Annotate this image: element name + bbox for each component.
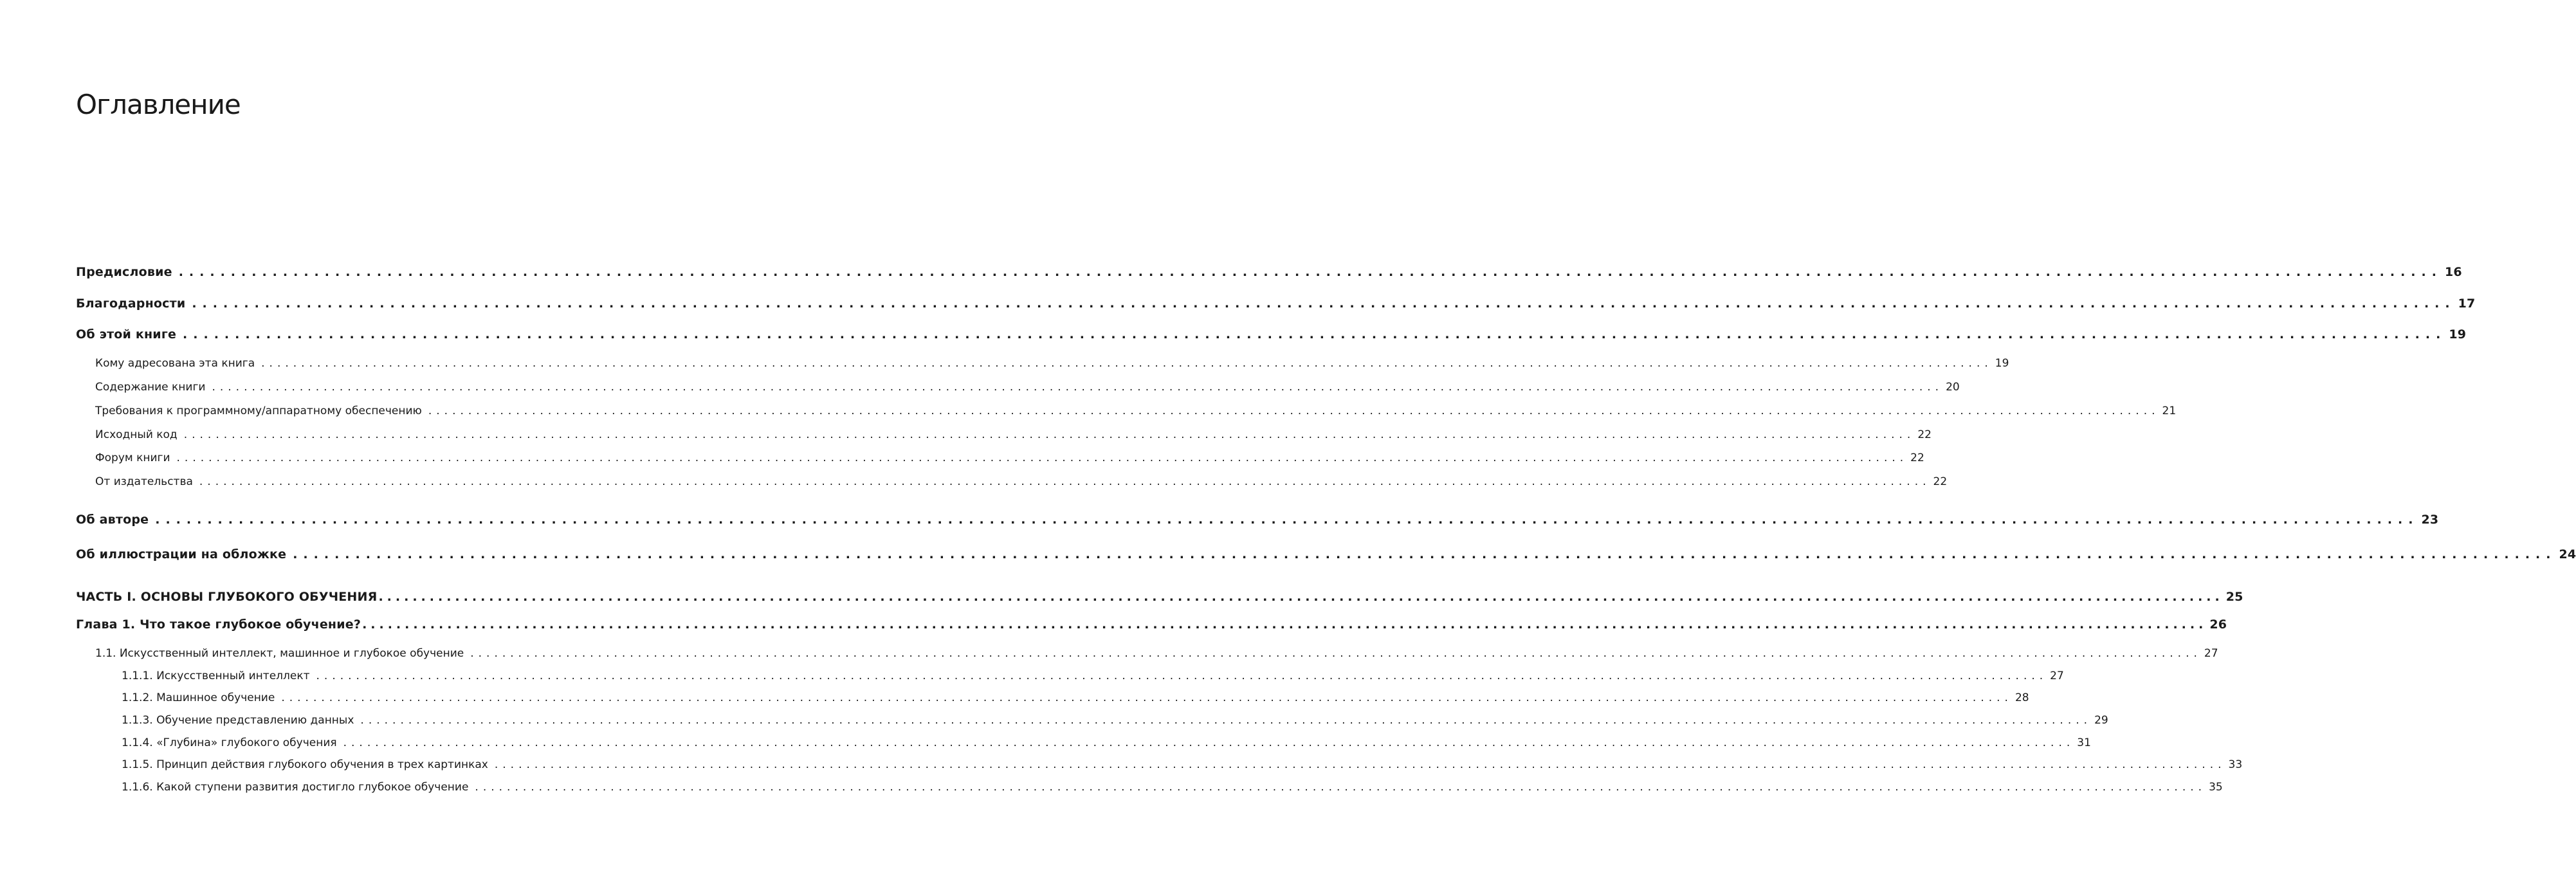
toc-page-number: 24 bbox=[2559, 547, 2576, 561]
toc-entry-title: Об этой книге bbox=[76, 327, 177, 342]
toc-leader-dots: ......................................................................................................................................................................................................................... bbox=[470, 647, 2202, 660]
toc-leader-dots: ......................................................................................................................................................................................................................... bbox=[178, 265, 2442, 279]
toc-entry-source-code[interactable] bbox=[95, 428, 1932, 441]
toc-entry-about-book[interactable] bbox=[76, 327, 2467, 342]
toc-entry-contents[interactable] bbox=[95, 381, 1960, 394]
toc-entry-publisher[interactable] bbox=[95, 475, 1948, 488]
toc-entry-title: Форум книги bbox=[95, 452, 170, 464]
toc-leader-dots: ......................................................................................................................................................................................................................... bbox=[475, 781, 2207, 794]
toc-page-number: 31 bbox=[2077, 736, 2091, 749]
toc-entry-title: Исходный код bbox=[95, 428, 178, 441]
toc-leader-dots: ......................................................................................................................................................................................................................... bbox=[281, 691, 2013, 704]
toc-page-number: 20 bbox=[1946, 381, 1960, 394]
toc-entry-section-1-1[interactable] bbox=[95, 647, 2218, 660]
toc-entry-title: 1.1.2. Машинное обучение bbox=[122, 691, 275, 704]
toc-page-number: 22 bbox=[1933, 475, 1948, 488]
toc-leader-dots: ......................................................................................................................................................................................................................... bbox=[378, 590, 2224, 604]
toc-entry-title: Требования к программному/аппаратному обеспечению bbox=[95, 405, 422, 417]
toc-leader-dots: ......................................................................................................................................................................................................................... bbox=[362, 617, 2207, 632]
toc-entry-title: Об иллюстрации на обложке bbox=[76, 547, 287, 561]
toc-entry-cover[interactable] bbox=[76, 547, 2576, 561]
toc-entry-title: 1.1. Искусственный интеллект, машинное и глубокое обучение bbox=[95, 647, 464, 660]
toc-leader-dots: ......................................................................................................................................................................................................................... bbox=[183, 428, 1915, 441]
toc-page-number: 22 bbox=[1910, 452, 1924, 464]
toc-page-number: 22 bbox=[1917, 428, 1932, 441]
toc-page-number: 21 bbox=[2162, 405, 2177, 417]
toc-entry-title: Глава 1. Что такое глубокое обучение? bbox=[76, 617, 361, 632]
toc-entry-section-1-1-6[interactable] bbox=[122, 781, 2223, 794]
toc-entry-section-1-1-3[interactable] bbox=[122, 714, 2108, 727]
toc-leader-dots: ......................................................................................................................................................................................................................... bbox=[192, 297, 2456, 311]
toc-entry-title: Кому адресована эта книга bbox=[95, 357, 255, 370]
toc-page-number: 16 bbox=[2444, 265, 2462, 279]
toc-entry-section-1-1-4[interactable] bbox=[122, 736, 2091, 749]
toc-entry-acknowledgements[interactable] bbox=[76, 297, 2476, 311]
toc-entry-title: Предисловие bbox=[76, 265, 172, 279]
toc-entry-about-author[interactable] bbox=[76, 513, 2439, 527]
toc-page-number: 17 bbox=[2458, 297, 2476, 311]
toc-leader-dots: ......................................................................................................................................................................................................................... bbox=[360, 714, 2092, 727]
toc-leader-dots: ......................................................................................................................................................................................................................... bbox=[316, 670, 2048, 682]
toc-leader-dots: ......................................................................................................................................................................................................................... bbox=[293, 547, 2557, 561]
toc-page-number: 35 bbox=[2209, 781, 2223, 794]
toc-entry-title: Об авторе bbox=[76, 513, 149, 527]
toc-page-number: 29 bbox=[2094, 714, 2108, 727]
toc-entry-audience[interactable] bbox=[95, 357, 2009, 370]
toc-entry-title: Благодарности bbox=[76, 297, 186, 311]
toc-entry-forum[interactable] bbox=[95, 452, 1924, 464]
toc-page-number: 27 bbox=[2204, 647, 2218, 660]
toc-entry-title: 1.1.1. Искусственный интеллект bbox=[122, 670, 310, 682]
toc-page-number: 23 bbox=[2421, 513, 2439, 527]
toc-leader-dots: ......................................................................................................................................................................................................................... bbox=[212, 381, 1944, 394]
toc-page-number: 26 bbox=[2209, 617, 2227, 632]
toc-entry-title: 1.1.5. Принцип действия глубокого обучения в трех картинках bbox=[122, 758, 488, 771]
toc-entry-section-1-1-1[interactable] bbox=[122, 670, 2064, 682]
toc-leader-dots: ......................................................................................................................................................................................................................... bbox=[494, 758, 2226, 771]
toc-entry-requirements[interactable] bbox=[95, 405, 2177, 417]
toc-entry-section-1-1-5[interactable] bbox=[122, 758, 2243, 771]
toc-entry-title: ЧАСТЬ I. ОСНОВЫ ГЛУБОКОГО ОБУЧЕНИЯ bbox=[76, 590, 378, 604]
toc-leader-dots: ......................................................................................................................................................................................................................... bbox=[176, 452, 1908, 464]
toc-leader-dots: ......................................................................................................................................................................................................................... bbox=[199, 475, 1931, 488]
page-title: Оглавление bbox=[76, 89, 241, 120]
toc-entry-preface[interactable] bbox=[76, 265, 2462, 279]
toc-leader-dots: ......................................................................................................................................................................................................................... bbox=[343, 736, 2075, 749]
toc-leader-dots: ......................................................................................................................................................................................................................... bbox=[183, 327, 2447, 342]
toc-entry-title: От издательства bbox=[95, 475, 193, 488]
toc-page-number: 33 bbox=[2228, 758, 2243, 771]
toc-leader-dots: ......................................................................................................................................................................................................................... bbox=[428, 405, 2160, 417]
toc-entry-part-1[interactable] bbox=[76, 590, 2243, 604]
toc-leader-dots: ......................................................................................................................................................................................................................... bbox=[261, 357, 1993, 370]
toc-page-number: 19 bbox=[2449, 327, 2467, 342]
toc-entry-title: 1.1.6. Какой ступени развития достигло глубокое обучение bbox=[122, 781, 469, 794]
toc-page-number: 27 bbox=[2050, 670, 2064, 682]
toc-page-number: 28 bbox=[2014, 691, 2029, 704]
toc-entry-title: 1.1.4. «Глубина» глубокого обучения bbox=[122, 736, 337, 749]
toc-entry-chapter-1[interactable] bbox=[76, 617, 2227, 632]
toc-entry-section-1-1-2[interactable] bbox=[122, 691, 2029, 704]
toc-page-number: 19 bbox=[1995, 357, 2009, 370]
toc-entry-title: 1.1.3. Обучение представлению данных bbox=[122, 714, 354, 727]
toc-leader-dots: ......................................................................................................................................................................................................................... bbox=[155, 513, 2419, 527]
toc-page-number: 25 bbox=[2225, 590, 2243, 604]
toc-entry-title: Содержание книги bbox=[95, 381, 206, 394]
